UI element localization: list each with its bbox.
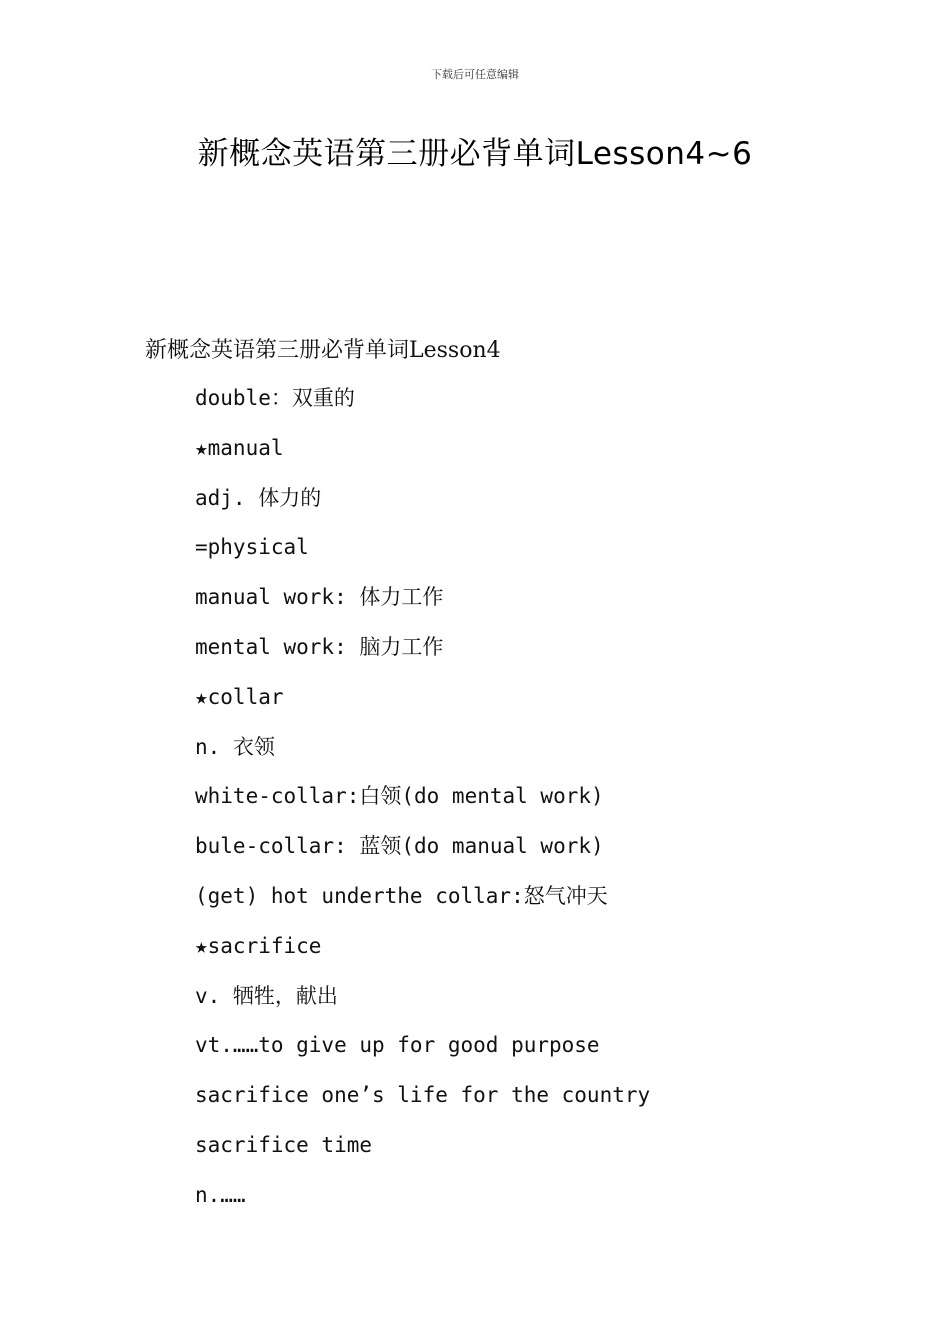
vocab-line: ★collar — [195, 684, 284, 709]
vocab-line: n.…… — [195, 1182, 246, 1207]
section-heading: 新概念英语第三册必背单词Lesson4 — [145, 338, 501, 363]
vocab-line: ★manual — [195, 435, 284, 460]
vocabulary-list — [195, 383, 650, 1230]
vocab-line: v. 牺牲，献出 — [195, 983, 338, 1008]
vocab-line: n. 衣领 — [195, 734, 275, 759]
vocab-line: double：双重的 — [195, 386, 355, 410]
vocab-line: ★sacrifice — [195, 933, 322, 958]
document-title: 新概念英语第三册必背单词Lesson4~6 — [197, 136, 753, 172]
vocab-line: mental work: 脑力工作 — [195, 634, 444, 659]
vocab-line: vt.……to give up for good purpose — [195, 1033, 600, 1058]
vocab-line: adj. 体力的 — [195, 485, 322, 510]
vocab-line: bule-collar: 蓝领(do manual work) — [195, 834, 604, 859]
vocab-line: sacrifice one’s life for the country — [195, 1083, 651, 1108]
header-note: 下载后可任意编辑 — [431, 68, 519, 81]
vocab-line: sacrifice time — [195, 1132, 373, 1157]
vocab-line: (get) hot underthe collar:怒气冲天 — [195, 883, 608, 908]
vocab-line: manual work: 体力工作 — [195, 585, 444, 610]
vocab-line: =physical — [195, 535, 309, 560]
vocab-line: white-collar:白领(do mental work) — [195, 784, 604, 809]
